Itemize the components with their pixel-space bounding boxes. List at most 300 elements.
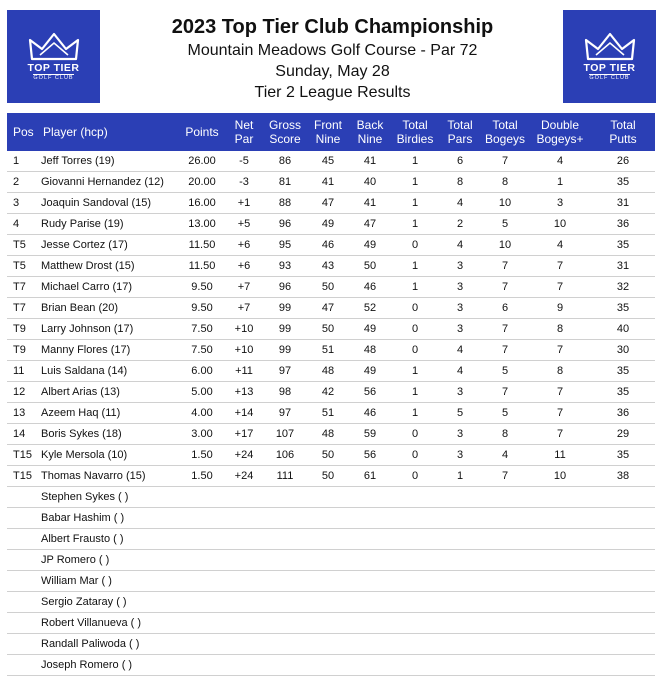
cell-total-bogeys: 7	[481, 256, 529, 277]
cell-gross-score: 99	[263, 340, 307, 361]
cell-back-nine: 41	[349, 193, 391, 214]
cell-back-nine: 49	[349, 361, 391, 382]
cell-points	[179, 592, 225, 613]
cell-front-nine	[307, 634, 349, 655]
cell-total-birdies	[391, 571, 439, 592]
cell-player: Kyle Mersola (10)	[37, 445, 179, 466]
cell-double-bogeys: 11	[529, 445, 591, 466]
page-title: 2023 Top Tier Club Championship	[171, 16, 494, 38]
cell-net-par: -5	[225, 151, 263, 172]
cell-back-nine: 49	[349, 235, 391, 256]
cell-front-nine: 51	[307, 403, 349, 424]
cell-total-putts: 31	[591, 256, 655, 277]
cell-total-putts: 35	[591, 298, 655, 319]
header-line: Points	[185, 125, 219, 139]
cell-total-pars: 5	[439, 403, 481, 424]
table-row	[7, 571, 655, 592]
cell-back-nine: 56	[349, 445, 391, 466]
cell-back-nine: 61	[349, 466, 391, 487]
cell-gross-score: 111	[263, 466, 307, 487]
cell-back-nine	[349, 571, 391, 592]
column-header-front-nine	[307, 113, 349, 151]
header-line: Net	[234, 118, 254, 132]
league-name: Tier 2 League Results	[254, 84, 411, 101]
cell-total-pars	[439, 613, 481, 634]
cell-total-putts: 35	[591, 235, 655, 256]
cell-pos	[7, 655, 37, 676]
cell-gross-score: 96	[263, 214, 307, 235]
cell-back-nine	[349, 634, 391, 655]
cell-front-nine: 51	[307, 340, 349, 361]
cell-net-par: +13	[225, 382, 263, 403]
cell-points: 1.50	[179, 445, 225, 466]
table-row	[7, 508, 655, 529]
cell-total-birdies: 1	[391, 214, 439, 235]
cell-points: 20.00	[179, 172, 225, 193]
column-header-double-bogeys	[529, 113, 591, 151]
cell-pos: 2	[7, 172, 37, 193]
header-line: Front	[313, 118, 342, 132]
cell-double-bogeys: 10	[529, 214, 591, 235]
results-header	[110, 14, 555, 103]
cell-total-putts	[591, 592, 655, 613]
header-line: Birdies	[396, 132, 434, 146]
cell-total-bogeys	[481, 508, 529, 529]
cell-gross-score: 97	[263, 361, 307, 382]
table-row	[7, 550, 655, 571]
table-row	[7, 466, 655, 487]
table-row	[7, 655, 655, 676]
cell-total-birdies: 0	[391, 466, 439, 487]
column-header-pos	[7, 113, 37, 151]
cell-front-nine	[307, 655, 349, 676]
cell-pos: T15	[7, 445, 37, 466]
column-header-player	[37, 113, 179, 151]
cell-total-putts	[591, 487, 655, 508]
cell-double-bogeys: 7	[529, 340, 591, 361]
cell-double-bogeys: 10	[529, 466, 591, 487]
cell-total-birdies: 0	[391, 340, 439, 361]
cell-gross-score	[263, 613, 307, 634]
cell-total-pars: 8	[439, 172, 481, 193]
cell-total-pars: 3	[439, 256, 481, 277]
cell-total-bogeys: 5	[481, 214, 529, 235]
cell-double-bogeys: 8	[529, 319, 591, 340]
cell-player: Rudy Parise (19)	[37, 214, 179, 235]
cell-total-pars: 2	[439, 214, 481, 235]
cell-player: Larry Johnson (17)	[37, 319, 179, 340]
cell-points: 3.00	[179, 424, 225, 445]
table-row	[7, 487, 655, 508]
cell-gross-score	[263, 655, 307, 676]
column-header-total-bogeys	[481, 113, 529, 151]
cell-player: Luis Saldana (14)	[37, 361, 179, 382]
cell-front-nine: 50	[307, 277, 349, 298]
event-date: Sunday, May 28	[275, 63, 390, 80]
cell-player: JP Romero ( )	[37, 550, 179, 571]
cell-player: Albert Frausto ( )	[37, 529, 179, 550]
cell-total-pars: 4	[439, 235, 481, 256]
table-header-row	[7, 113, 655, 151]
logo-text: TOP TIER	[583, 61, 636, 74]
table-row	[7, 361, 655, 382]
cell-double-bogeys: 7	[529, 277, 591, 298]
cell-total-putts: 35	[591, 382, 655, 403]
cell-total-birdies: 1	[391, 256, 439, 277]
cell-player: Stephen Sykes ( )	[37, 487, 179, 508]
cell-net-par: +11	[225, 361, 263, 382]
cell-player: Randall Paliwoda ( )	[37, 634, 179, 655]
cell-total-birdies	[391, 592, 439, 613]
column-header-net-par	[225, 113, 263, 151]
cell-points: 16.00	[179, 193, 225, 214]
cell-total-pars: 1	[439, 466, 481, 487]
cell-total-putts: 38	[591, 466, 655, 487]
cell-pos: T9	[7, 340, 37, 361]
cell-net-par	[225, 487, 263, 508]
cell-back-nine: 56	[349, 382, 391, 403]
cell-pos: T15	[7, 466, 37, 487]
cell-total-putts	[591, 550, 655, 571]
cell-total-pars: 3	[439, 445, 481, 466]
cell-total-bogeys	[481, 571, 529, 592]
cell-total-birdies: 0	[391, 319, 439, 340]
cell-gross-score	[263, 634, 307, 655]
cell-net-par	[225, 508, 263, 529]
header-line: Gross	[268, 118, 301, 132]
cell-net-par: +24	[225, 466, 263, 487]
cell-pos	[7, 592, 37, 613]
cell-pos	[7, 508, 37, 529]
cell-player: Azeem Haq (11)	[37, 403, 179, 424]
cell-double-bogeys: 4	[529, 235, 591, 256]
table-row	[7, 319, 655, 340]
cell-gross-score: 88	[263, 193, 307, 214]
cell-net-par	[225, 655, 263, 676]
cell-total-pars	[439, 529, 481, 550]
cell-total-putts: 32	[591, 277, 655, 298]
cell-total-bogeys	[481, 634, 529, 655]
header-line: Bogeys+	[536, 132, 584, 146]
cell-front-nine: 48	[307, 361, 349, 382]
cell-total-pars: 4	[439, 361, 481, 382]
cell-total-pars	[439, 487, 481, 508]
cell-player: William Mar ( )	[37, 571, 179, 592]
cell-double-bogeys: 3	[529, 193, 591, 214]
cell-gross-score: 98	[263, 382, 307, 403]
cell-total-bogeys	[481, 655, 529, 676]
cell-player: Manny Flores (17)	[37, 340, 179, 361]
cell-total-putts	[591, 655, 655, 676]
cell-player: Brian Bean (20)	[37, 298, 179, 319]
cell-player: Jesse Cortez (17)	[37, 235, 179, 256]
header-line: Nine	[357, 132, 383, 146]
cell-points	[179, 613, 225, 634]
table-row	[7, 172, 655, 193]
cell-total-bogeys: 6	[481, 298, 529, 319]
cell-player: Matthew Drost (15)	[37, 256, 179, 277]
cell-total-bogeys	[481, 550, 529, 571]
cell-total-birdies: 1	[391, 382, 439, 403]
cell-front-nine	[307, 529, 349, 550]
cell-points: 6.00	[179, 361, 225, 382]
cell-total-pars	[439, 550, 481, 571]
cell-net-par	[225, 529, 263, 550]
cell-total-bogeys: 4	[481, 445, 529, 466]
cell-back-nine: 59	[349, 424, 391, 445]
cell-total-birdies: 0	[391, 424, 439, 445]
cell-total-birdies: 0	[391, 235, 439, 256]
cell-player: Thomas Navarro (15)	[37, 466, 179, 487]
table-row	[7, 193, 655, 214]
cell-front-nine: 47	[307, 298, 349, 319]
header-line: Pos	[13, 125, 34, 139]
cell-back-nine: 48	[349, 340, 391, 361]
cell-back-nine: 46	[349, 403, 391, 424]
cell-total-putts: 26	[591, 151, 655, 172]
cell-total-pars: 3	[439, 382, 481, 403]
cell-total-putts	[591, 613, 655, 634]
cell-total-bogeys	[481, 613, 529, 634]
cell-double-bogeys	[529, 508, 591, 529]
cell-total-pars	[439, 571, 481, 592]
cell-total-putts: 36	[591, 403, 655, 424]
cell-net-par	[225, 634, 263, 655]
cell-pos: 3	[7, 193, 37, 214]
cell-front-nine	[307, 487, 349, 508]
cell-points	[179, 655, 225, 676]
column-header-total-putts	[591, 113, 655, 151]
table-row	[7, 151, 655, 172]
cell-net-par: +24	[225, 445, 263, 466]
cell-total-birdies	[391, 634, 439, 655]
table-body	[7, 151, 655, 676]
cell-total-pars	[439, 655, 481, 676]
cell-gross-score	[263, 508, 307, 529]
table-row	[7, 613, 655, 634]
cell-pos	[7, 550, 37, 571]
cell-total-birdies	[391, 487, 439, 508]
cell-pos: T7	[7, 298, 37, 319]
crown-icon	[584, 32, 636, 62]
cell-front-nine	[307, 613, 349, 634]
cell-gross-score	[263, 529, 307, 550]
cell-gross-score: 86	[263, 151, 307, 172]
cell-pos	[7, 634, 37, 655]
cell-back-nine	[349, 550, 391, 571]
cell-points: 13.00	[179, 214, 225, 235]
cell-front-nine: 41	[307, 172, 349, 193]
course-name: Mountain Meadows Golf Course - Par 72	[187, 42, 478, 59]
cell-total-birdies: 1	[391, 361, 439, 382]
cell-double-bogeys: 1	[529, 172, 591, 193]
cell-net-par: +10	[225, 340, 263, 361]
table-row	[7, 382, 655, 403]
cell-pos: T9	[7, 319, 37, 340]
cell-player: Boris Sykes (18)	[37, 424, 179, 445]
header-line: Nine	[315, 132, 341, 146]
cell-total-bogeys: 5	[481, 403, 529, 424]
cell-total-putts	[591, 634, 655, 655]
cell-total-putts	[591, 529, 655, 550]
cell-pos	[7, 529, 37, 550]
cell-total-pars: 3	[439, 424, 481, 445]
cell-total-putts: 35	[591, 445, 655, 466]
cell-player: Joaquin Sandoval (15)	[37, 193, 179, 214]
cell-total-bogeys: 7	[481, 340, 529, 361]
cell-back-nine: 46	[349, 277, 391, 298]
cell-player: Giovanni Hernandez (12)	[37, 172, 179, 193]
column-header-gross-score	[263, 113, 307, 151]
cell-double-bogeys: 7	[529, 424, 591, 445]
cell-player: Jeff Torres (19)	[37, 151, 179, 172]
crown-icon	[28, 32, 80, 62]
logo-text: TOP TIER	[27, 61, 80, 74]
cell-total-bogeys: 5	[481, 361, 529, 382]
cell-player: Michael Carro (17)	[37, 277, 179, 298]
header-line: Pars	[447, 132, 473, 146]
cell-pos: 14	[7, 424, 37, 445]
cell-gross-score	[263, 592, 307, 613]
cell-points	[179, 529, 225, 550]
cell-total-birdies: 1	[391, 193, 439, 214]
logo-subtext: GOLF CLUB	[33, 75, 74, 81]
cell-net-par: +1	[225, 193, 263, 214]
cell-gross-score	[263, 487, 307, 508]
cell-player: Albert Arias (13)	[37, 382, 179, 403]
cell-total-bogeys: 10	[481, 235, 529, 256]
table-row	[7, 634, 655, 655]
cell-net-par: +6	[225, 256, 263, 277]
cell-double-bogeys	[529, 592, 591, 613]
cell-total-bogeys: 8	[481, 172, 529, 193]
cell-total-birdies	[391, 550, 439, 571]
cell-front-nine: 50	[307, 466, 349, 487]
header-line: Total	[610, 118, 636, 132]
cell-double-bogeys	[529, 487, 591, 508]
cell-total-bogeys: 7	[481, 382, 529, 403]
header-line: Player (hcp)	[43, 125, 108, 139]
cell-back-nine	[349, 508, 391, 529]
table-row	[7, 214, 655, 235]
cell-total-pars: 4	[439, 193, 481, 214]
cell-pos: T5	[7, 235, 37, 256]
cell-total-bogeys: 8	[481, 424, 529, 445]
cell-double-bogeys: 8	[529, 361, 591, 382]
cell-total-bogeys: 7	[481, 151, 529, 172]
cell-pos: 1	[7, 151, 37, 172]
cell-back-nine	[349, 655, 391, 676]
cell-total-birdies: 0	[391, 298, 439, 319]
table-row	[7, 277, 655, 298]
cell-gross-score	[263, 571, 307, 592]
cell-net-par	[225, 592, 263, 613]
cell-double-bogeys: 7	[529, 382, 591, 403]
cell-double-bogeys: 7	[529, 256, 591, 277]
cell-total-putts: 29	[591, 424, 655, 445]
cell-double-bogeys: 4	[529, 151, 591, 172]
column-header-total-pars	[439, 113, 481, 151]
cell-points	[179, 634, 225, 655]
cell-double-bogeys	[529, 571, 591, 592]
cell-front-nine: 46	[307, 235, 349, 256]
logo-subtext: GOLF CLUB	[589, 75, 630, 81]
table-row	[7, 340, 655, 361]
header-line: Back	[356, 118, 384, 132]
cell-pos: T7	[7, 277, 37, 298]
cell-total-pars: 6	[439, 151, 481, 172]
cell-total-bogeys: 7	[481, 319, 529, 340]
cell-total-putts: 35	[591, 172, 655, 193]
cell-gross-score: 93	[263, 256, 307, 277]
cell-pos: T5	[7, 256, 37, 277]
cell-double-bogeys	[529, 613, 591, 634]
cell-total-putts: 35	[591, 361, 655, 382]
cell-back-nine	[349, 592, 391, 613]
cell-points: 5.00	[179, 382, 225, 403]
cell-total-birdies: 0	[391, 445, 439, 466]
cell-total-bogeys	[481, 487, 529, 508]
cell-net-par: +10	[225, 319, 263, 340]
column-header-total-birdies	[391, 113, 439, 151]
cell-points	[179, 487, 225, 508]
cell-front-nine: 49	[307, 214, 349, 235]
cell-gross-score: 99	[263, 319, 307, 340]
cell-pos	[7, 487, 37, 508]
cell-points	[179, 571, 225, 592]
cell-double-bogeys	[529, 634, 591, 655]
cell-total-birdies: 1	[391, 277, 439, 298]
cell-player: Robert Villanueva ( )	[37, 613, 179, 634]
header-line: Par	[234, 132, 254, 146]
cell-double-bogeys	[529, 550, 591, 571]
cell-total-putts: 36	[591, 214, 655, 235]
cell-double-bogeys	[529, 529, 591, 550]
cell-total-bogeys: 7	[481, 277, 529, 298]
cell-net-par	[225, 550, 263, 571]
cell-gross-score: 96	[263, 277, 307, 298]
cell-total-pars	[439, 592, 481, 613]
table-row	[7, 529, 655, 550]
cell-total-putts	[591, 571, 655, 592]
cell-player: Joseph Romero ( )	[37, 655, 179, 676]
cell-total-bogeys: 10	[481, 193, 529, 214]
cell-total-putts: 30	[591, 340, 655, 361]
table-row	[7, 235, 655, 256]
cell-back-nine	[349, 529, 391, 550]
cell-points: 26.00	[179, 151, 225, 172]
cell-back-nine: 40	[349, 172, 391, 193]
cell-back-nine	[349, 613, 391, 634]
column-header-points	[179, 113, 225, 151]
cell-net-par: +17	[225, 424, 263, 445]
cell-total-putts	[591, 508, 655, 529]
cell-front-nine: 47	[307, 193, 349, 214]
cell-gross-score: 95	[263, 235, 307, 256]
cell-total-bogeys	[481, 529, 529, 550]
cell-gross-score: 81	[263, 172, 307, 193]
cell-points: 9.50	[179, 298, 225, 319]
results-table	[7, 113, 655, 676]
cell-total-birdies	[391, 655, 439, 676]
cell-total-bogeys	[481, 592, 529, 613]
cell-pos: 12	[7, 382, 37, 403]
cell-back-nine: 41	[349, 151, 391, 172]
cell-total-birdies	[391, 508, 439, 529]
header-line: Total	[492, 118, 518, 132]
cell-front-nine	[307, 550, 349, 571]
cell-total-birdies: 1	[391, 151, 439, 172]
